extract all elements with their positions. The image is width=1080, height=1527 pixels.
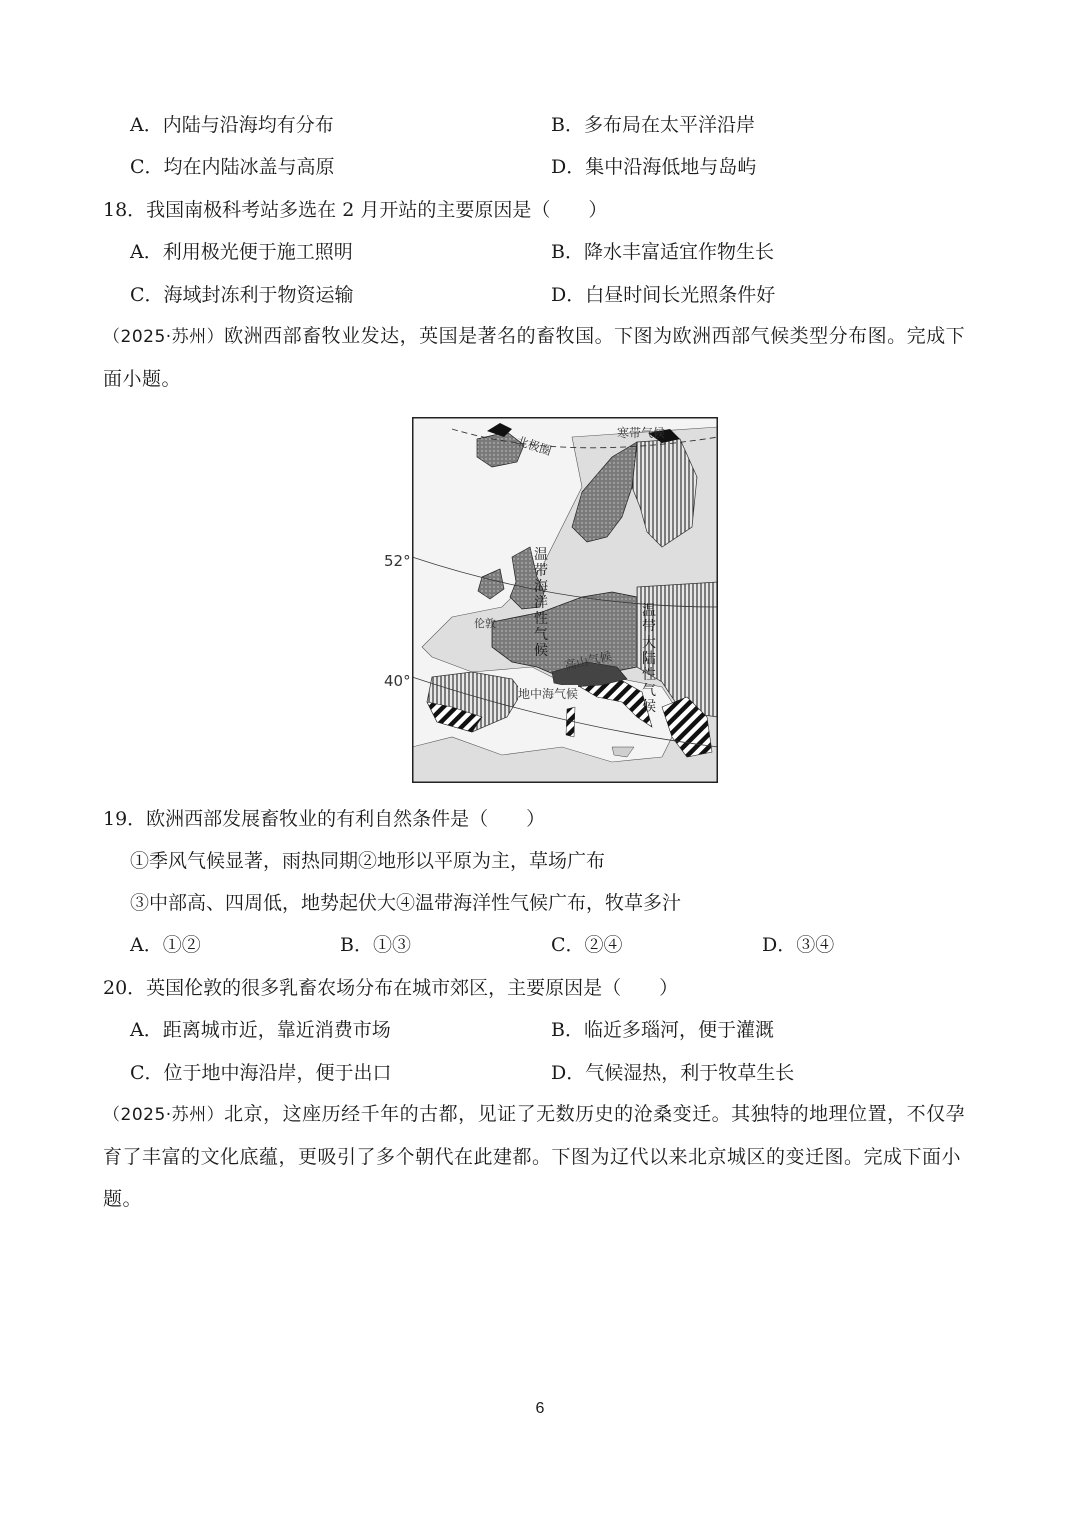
- intro-text: 欧洲西部畜牧业发达，英国是著名的畜牧国。下图为欧洲西部气候类型分布图。完成下面小题。: [103, 325, 966, 390]
- q18-option-c: C．海域封冻利于物资运输: [130, 284, 354, 306]
- arctic-circle-label: 北极圈: [514, 433, 554, 459]
- mediterranean-climate-label: 地中海气候: [518, 687, 579, 701]
- q19-option-d: D．③④: [762, 934, 835, 956]
- q17-option-a: A．内陆与沿海均有分布: [130, 114, 334, 136]
- highland-climate-label: 高山气候: [563, 649, 614, 673]
- latitude-52-label: 52°: [384, 552, 411, 570]
- q17-option-b: B．多布局在太平洋沿岸: [551, 114, 755, 136]
- page-number: 6: [535, 1400, 545, 1417]
- intro-paragraph-beijing: [103, 1093, 983, 1220]
- q20-option-b: B．临近多瑙河，便于灌溉: [551, 1019, 774, 1041]
- maritime-climate-label: 温带海洋性气候: [534, 547, 548, 659]
- q20-option-a: A．距离城市近，靠近消费市场: [130, 1019, 391, 1041]
- q20-option-c: C．位于地中海沿岸，便于出口: [130, 1062, 392, 1084]
- q18-option-b: B．降水丰富适宜作物生长: [551, 241, 774, 263]
- q19-option-b: B．①③: [340, 934, 411, 956]
- source-tag: （2025·苏州）: [103, 327, 225, 347]
- continental-climate-label: 温带大陆性气候: [642, 603, 656, 715]
- q19-stem: 19．欧洲西部发展畜牧业的有利自然条件是（ ）: [103, 808, 546, 830]
- europe-climate-map: [412, 417, 718, 783]
- q19-option-c: C．②④: [551, 934, 623, 956]
- q20-stem: 20．英国伦敦的很多乳畜农场分布在城市郊区，主要原因是（ ）: [103, 977, 679, 999]
- q18-stem: 18．我国南极科考站多选在 2 月开站的主要原因是（ ）: [103, 199, 608, 221]
- intro-paragraph-europe: [103, 315, 983, 400]
- intro-text: 北京，这座历经千年的古都，见证了无数历史的沧桑变迁。其独特的地理位置，不仅孕育了丰富的文化底蕴，更吸引了多个朝代在此建都。下图为辽代以来北京城区的变迁图。完成下面小题。: [103, 1103, 966, 1210]
- q19-statement-3-4: ③中部高、四周低，地势起伏大④温带海洋性气候广布，牧草多汁: [130, 892, 682, 914]
- source-tag: （2025·苏州）: [103, 1105, 225, 1125]
- q17-option-c: C．均在内陆冰盖与高原: [130, 156, 335, 178]
- q19-statement-1-2: ①季风气候显著，雨热同期②地形以平原为主，草场广布: [130, 850, 606, 872]
- q19-option-a: A．①②: [130, 934, 201, 956]
- latitude-40-label: 40°: [384, 672, 411, 690]
- q18-option-d: D．白昼时间长光照条件好: [551, 284, 776, 306]
- london-label: 伦敦: [474, 617, 496, 630]
- cold-zone-label: 寒带气候: [617, 426, 666, 440]
- q20-option-d: D．气候湿热，利于牧草生长: [551, 1062, 795, 1084]
- q18-option-a: A．利用极光便于施工照明: [130, 241, 353, 263]
- map-graphic: [412, 417, 718, 783]
- q17-option-d: D．集中沿海低地与岛屿: [551, 156, 757, 178]
